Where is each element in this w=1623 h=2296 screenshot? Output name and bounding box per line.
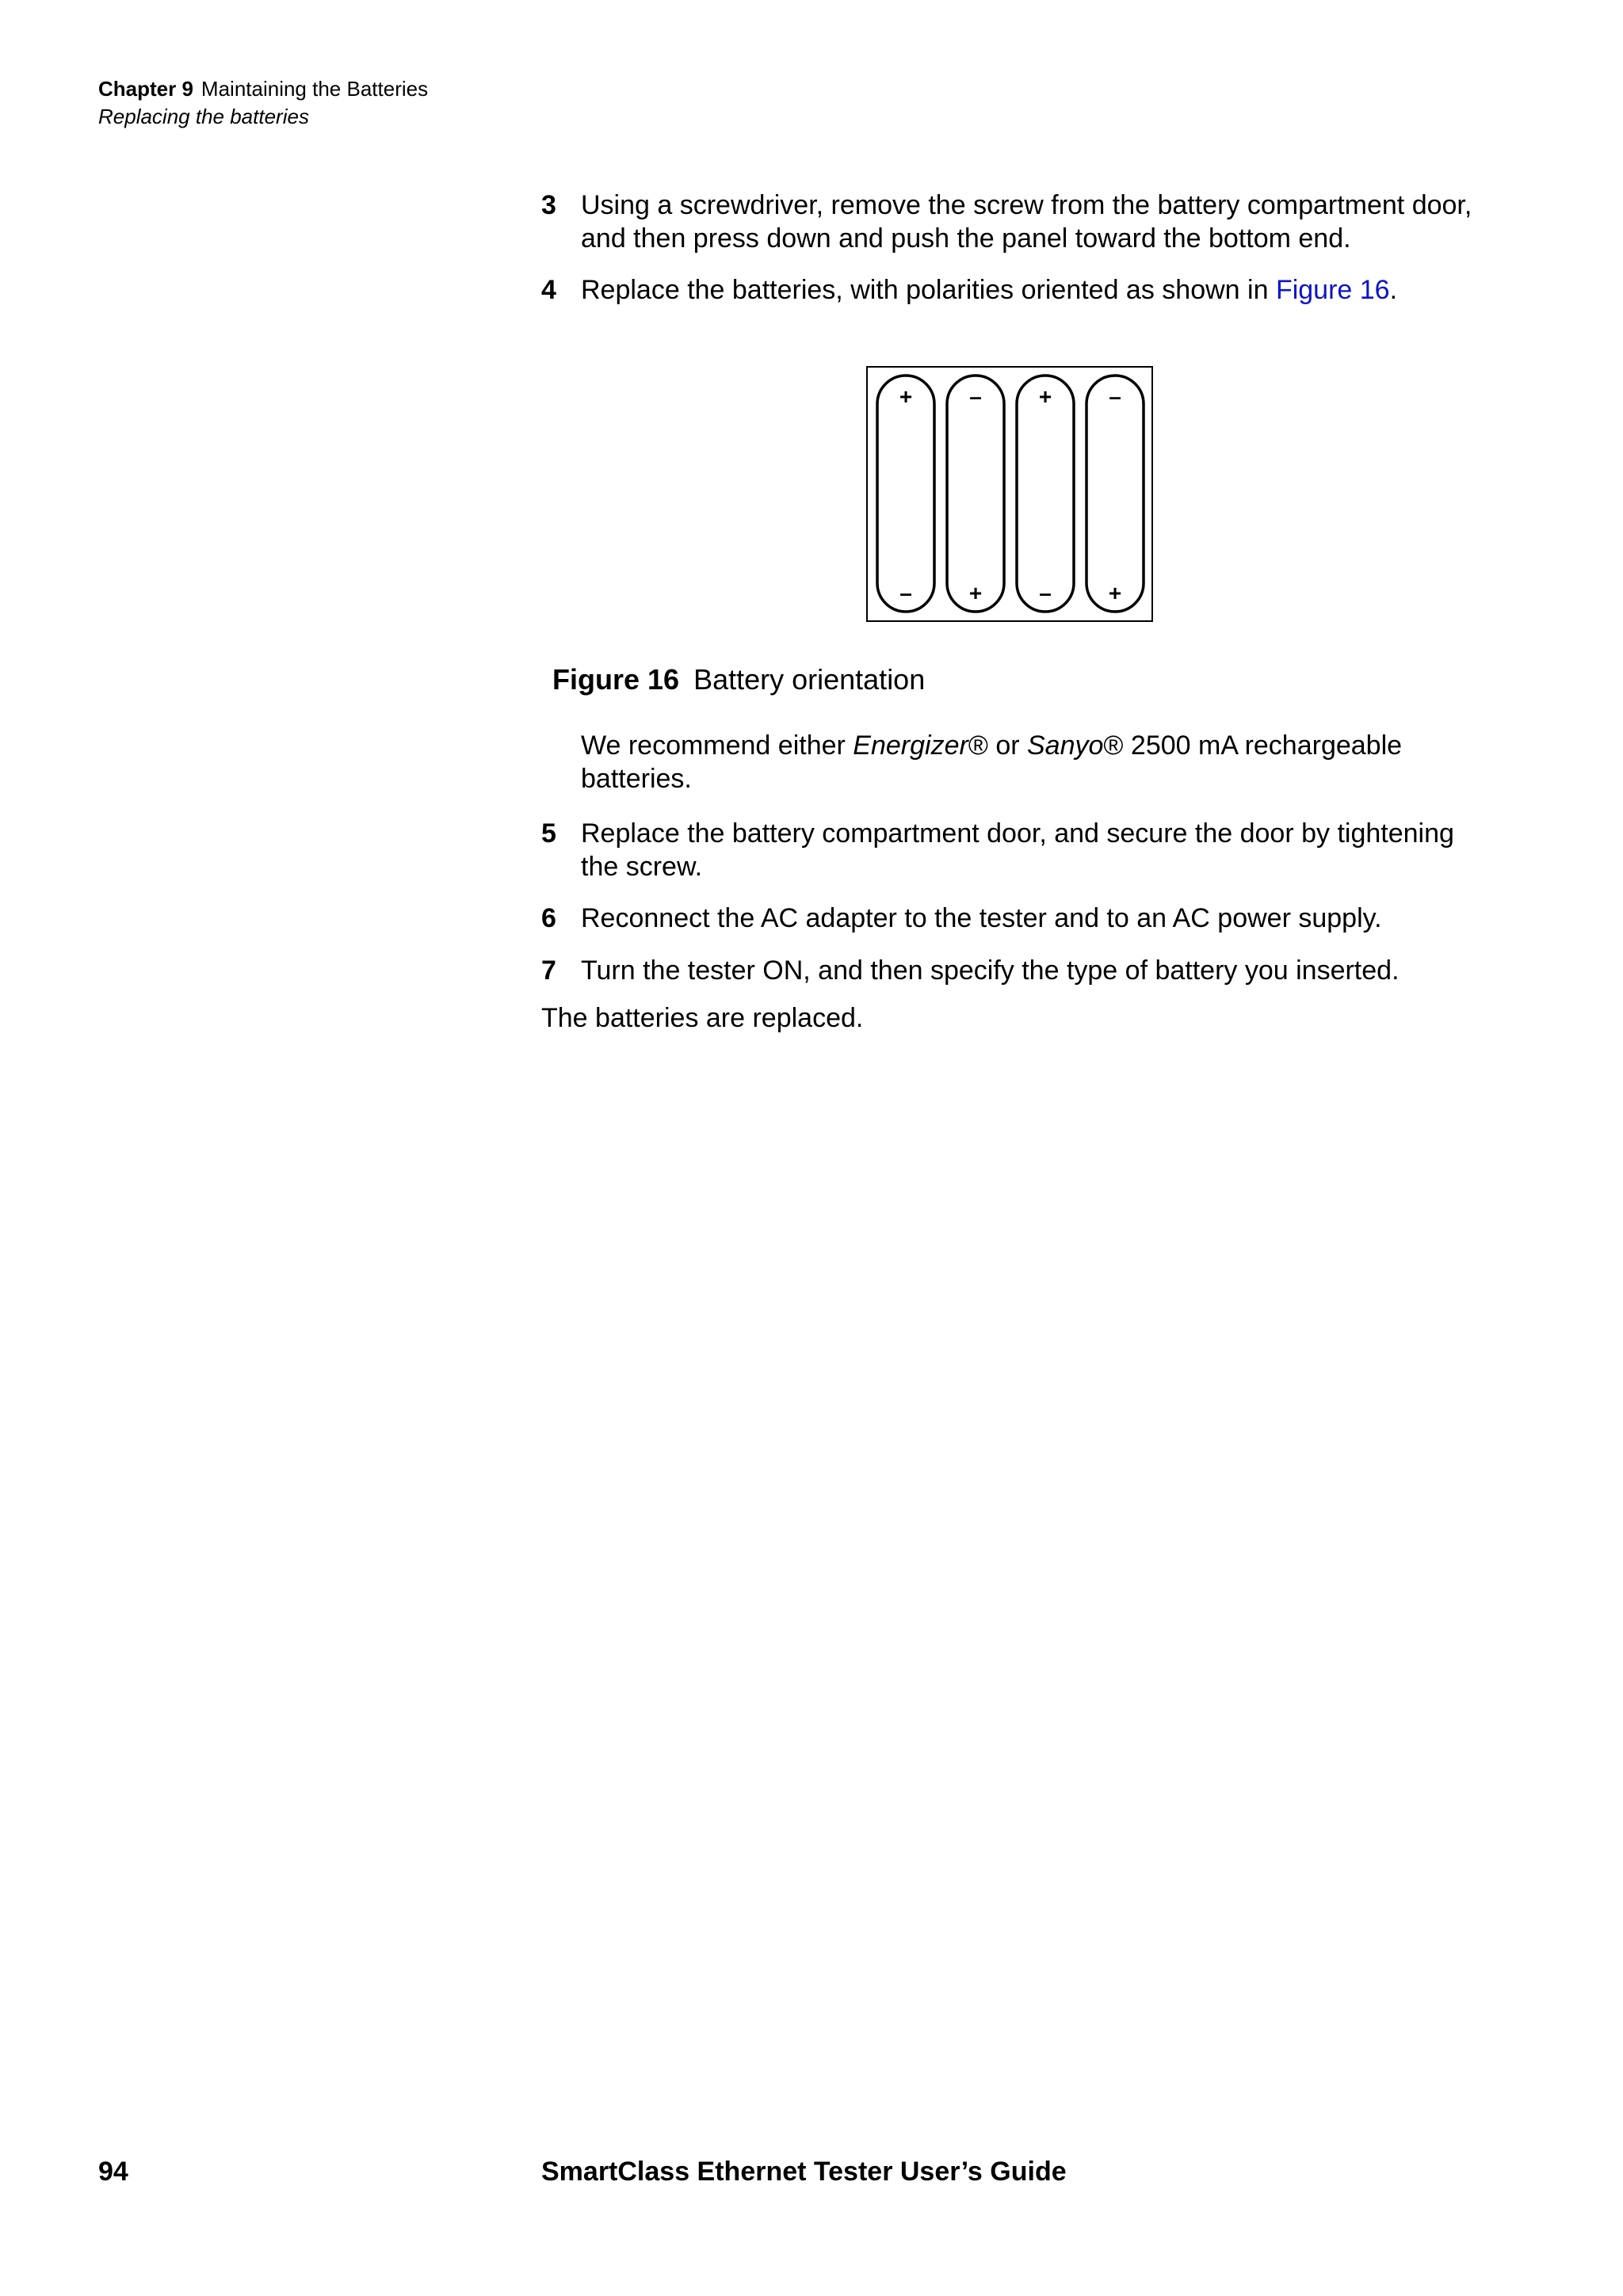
battery-1-top-terminal: + [899,384,913,409]
battery-4-top-terminal: – [1109,384,1121,409]
step-6 [541,902,1492,935]
step-text [581,273,1492,307]
step-5 [541,817,1492,883]
battery-3-bottom-terminal: – [1039,581,1052,605]
step-3 [541,189,1492,255]
step-text: Replace the battery compartment door, and secure the door by tightening the screw. [581,818,1454,882]
battery-cell-1 [877,376,934,612]
step-text: Reconnect the AC adapter to the tester and to an AC power supply. [581,903,1382,933]
battery-cell-4 [1086,376,1144,612]
brand-sanyo: Sanyo [1027,730,1104,761]
brand-energizer: Energizer [853,730,968,761]
battery-4-bottom-terminal: + [1108,581,1122,605]
step-number: 4 [541,275,556,305]
battery-cell-2 [947,376,1004,612]
step-7 [541,954,1492,987]
step-text: Turn the tester ON, and then specify the type of battery you inserted. [581,955,1400,986]
battery-recommendation [581,729,1492,795]
chapter-title: Maintaining the Batteries [200,77,429,101]
registered-mark: ® [1103,730,1124,761]
running-head-chapter [98,75,428,103]
closing-statement: The batteries are replaced. [541,1003,864,1033]
note-text-after: 2500 mA rechargeable batteries. [581,730,1403,794]
battery-2-top-terminal: – [969,384,982,409]
figure-title: Battery orientation [693,663,926,696]
figure-caption [552,662,925,697]
registered-mark: ® [968,730,988,761]
battery-3-top-terminal: + [1038,384,1052,409]
battery-cell-3 [1017,376,1074,612]
step-number: 3 [541,190,556,220]
running-head [98,75,428,131]
battery-1-bottom-terminal: – [899,581,912,605]
step-number: 5 [541,818,556,849]
chapter-label: Chapter 9 [98,77,193,101]
note-text-before: We recommend either [581,730,854,761]
step-4 [541,273,1492,307]
battery-orientation-figure [866,366,1153,622]
book-title: SmartClass Ethernet Tester User’s Guide [541,2157,1067,2187]
battery-2-bottom-terminal: + [968,581,983,605]
step-number: 6 [541,903,556,933]
step-text-before: Replace the batteries, with polarities oriented as shown in [581,275,1276,305]
battery-diagram [866,366,1153,622]
section-title: Replacing the batteries [98,105,309,128]
step-number: 7 [541,955,556,986]
page-number: 94 [98,2157,128,2187]
figure-label: Figure 16 [552,663,680,696]
note-text-middle: or [987,730,1027,761]
step-text-after: . [1389,275,1398,305]
figure-16-link[interactable]: Figure 16 [1275,275,1390,305]
step-text: Using a screwdriver, remove the screw from the battery compartment door, and then press down and push the panel toward the bottom end. [581,190,1472,254]
